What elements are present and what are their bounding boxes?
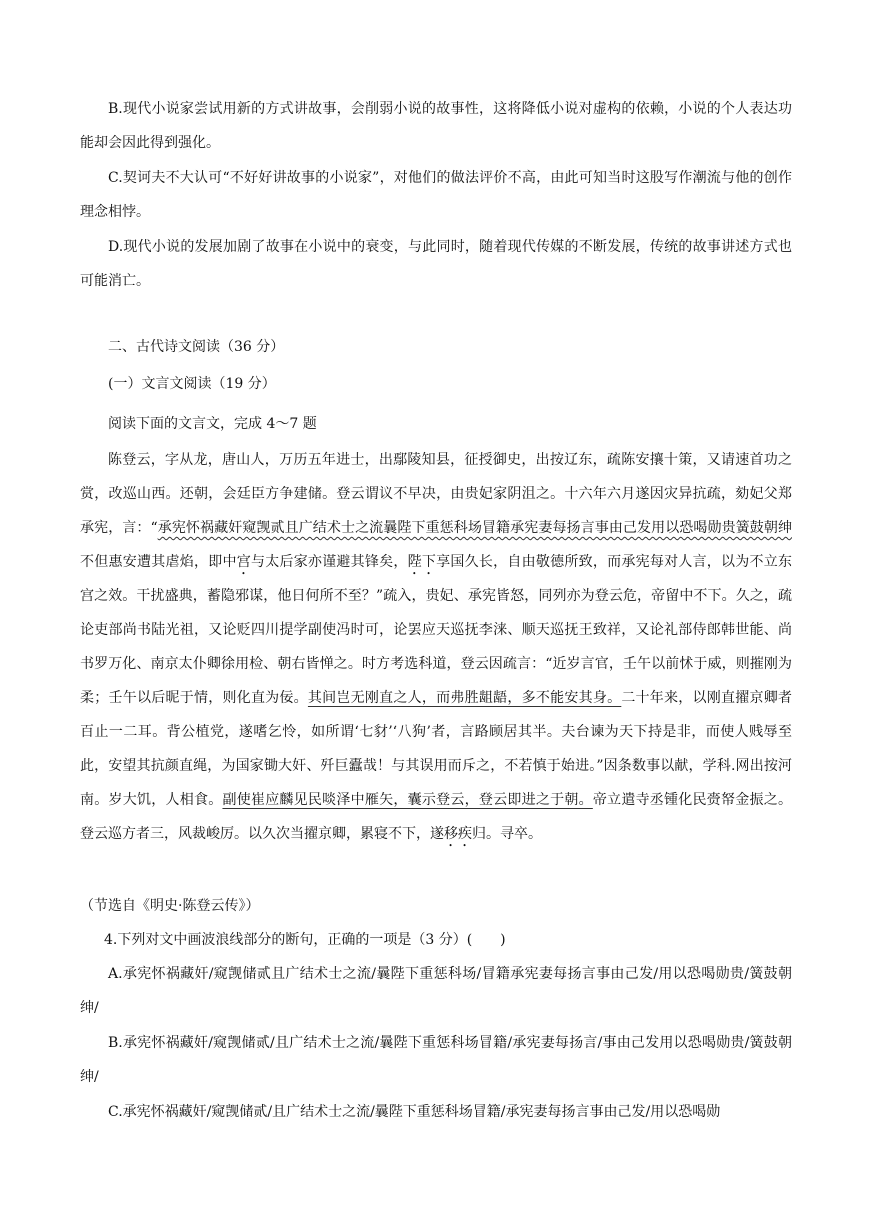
underlined-sentence-2: 副使崔应麟见民啖泽中雁矢，囊示登云，登云即进之于朝。 — [222, 792, 593, 808]
dotted-word: 移疾 — [444, 826, 472, 842]
passage-text: 与太后家亦谨避其锋矣， — [250, 554, 408, 570]
question-stem: 4.下列对文中画波浪线部分的断句，正确的一项是（3 分）( ) — [104, 932, 506, 948]
wavy-underlined-text: 承宪怀祸藏奸窥觊贰且广结术士之流曩陛下重惩科场冒籍承宪妻每扬言事由己发用以恐喝勋贵簧鼓朝绅 — [157, 520, 792, 536]
section-title: 二、古代诗文阅读（36 分） — [108, 339, 285, 355]
passage-text: 归。寻卒。 — [472, 826, 542, 842]
underlined-sentence-1: 其间岂无刚直之人，而弗胜龃龉，多不能安其身。 — [307, 690, 622, 706]
option-b: B.承宪怀祸藏奸/窥觊储贰/且广结术士之流/曩陛下重惩科场冒籍/承宪妻每扬言/事由己发用以恐喝勋贵/簧鼓朝绅/ — [80, 1035, 792, 1085]
passage-text: 陈登云，字从龙，唐山人，万历五年进士，出鄢陵知县，征授御史，出按辽东，疏陈安攘十策，又请速首功之赏，改巡山西。还朝，会廷臣方争建储。登云谓议不早决，由贵妃家阴沮之。十六年六月遂因灾异抗疏，劾妃父郑承宪，言：“ — [80, 452, 792, 536]
classical-passage — [80, 443, 792, 851]
dotted-word: 宫 — [236, 554, 251, 570]
option-c-previous: C.契诃夫不大认可“不好好讲故事的小说家”，对他们的做法评价不高，由此可知当时这股写作潮流与他的创作理念相悖。 — [80, 170, 792, 220]
dotted-word: 陛下 — [407, 554, 437, 570]
option-d-previous: D.现代小说的发展加剧了故事在小说中的衰变，与此同时，随着现代传媒的不断发展，传统的故事讲述方式也可能消亡。 — [80, 239, 792, 289]
passage-source: （节选自《明史·陈登云传》） — [80, 898, 260, 914]
reading-instruction: 阅读下面的文言文，完成 4～7 题 — [108, 416, 317, 432]
option-c: C.承宪怀祸藏奸/窥觊储贰/且广结术士之流/曩陛下重惩科场冒籍/承宪妻每扬言事由己发/用以恐喝勋 — [108, 1104, 721, 1120]
passage-text: 二十年来，以刚直擢京卿者百止一二耳。背公植党，遂嗜乞怜，如所谓‘七豺’‘八狗’者，言路顾居其半。夫台谏为天下持是非，而使人贱辱至此，安望其抗颜直绳，为国家锄大奸、歼巨蠹哉！与其误用而斥之，不若慎于始进。”因条数事以献，学科.网出按河南。岁大饥，人相食。 — [80, 690, 793, 808]
section-subtitle: (一）文言文阅读（19 分） — [108, 376, 276, 392]
passage-text: 帝立遣寺丞锺化民赍帑金振之。登云巡方者三，风裁峻厉。以久次当擢京卿，累寝不下，遂 — [80, 792, 793, 842]
passage-text: 不但惠安遭其虐焰，即中 — [80, 554, 237, 570]
option-b-previous: B.现代小说家尝试用新的方式讲故事，会削弱小说的故事性，这将降低小说对虚构的依赖，小说的个人表达功能却会因此得到强化。 — [80, 101, 792, 151]
passage-text: 享国久长，自由敬德所致，而承宪每对人言，以为不立东宫之效。干扰盛典，蓄隐邪谋，他日何所不至？”疏入，贵妃、承宪皆怒，同列亦为登云危，帝留中不下。久之，疏论吏部尚书陆光祖，又论贬四川提学副使冯时可，论罢应天巡抚李涞、顺天巡抚王致祥，又论礼部侍郎韩世能、尚书罗万化、南京太仆卿徐用检、朝右皆惮之。时方考选科道，登云因疏言：“近岁言官，壬午以前怵于威，则摧刚为柔；壬午以后昵于情，则化直为佞。 — [80, 554, 793, 706]
option-a: A.承宪怀祸藏奸/窥觊储贰且广结术士之流/曩陛下重惩科场/冒籍承宪妻每扬言事由己发/用以恐喝勋贵/簧鼓朝绅/ — [80, 966, 792, 1016]
